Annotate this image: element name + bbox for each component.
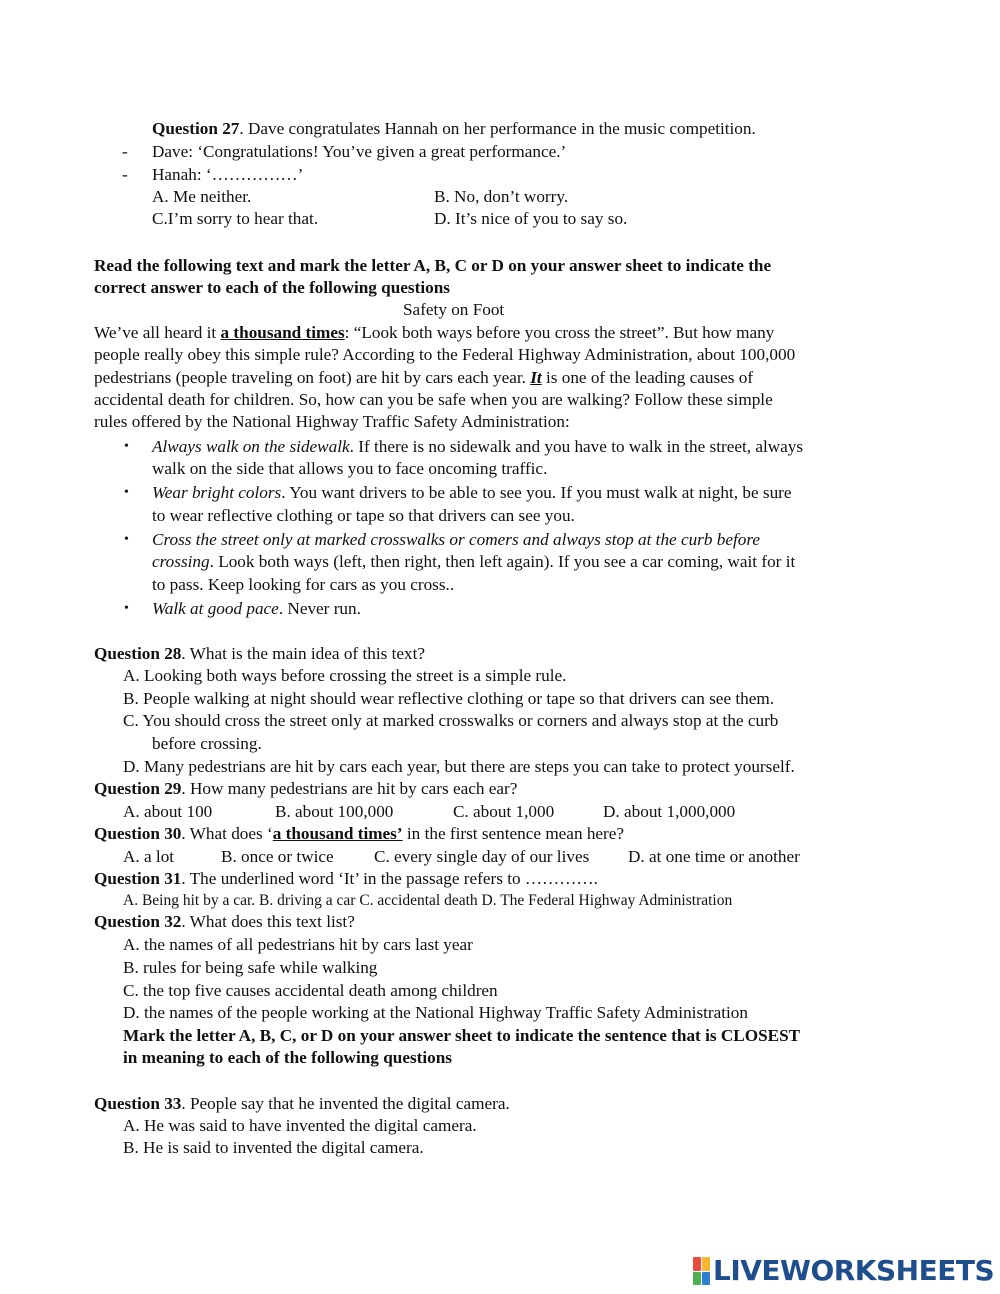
passage-line-1: We’ve all heard it a thousand times: “Look both ways before you cross the street”. But how many	[94, 323, 775, 342]
q28-option-c-continued: before crossing.	[152, 734, 262, 753]
passage-line-2: people really obey this simple rule? According to the Federal Highway Administration, about 100,000	[94, 345, 796, 364]
passage-line-4: accidental death for children. So, how can you be safe when you are walking? Follow these simple	[94, 390, 773, 409]
q28-option-c[interactable]: C. You should cross the street only at marked crosswalks or corners and always stop at the curb	[123, 711, 779, 730]
q32-option-a[interactable]: A. the names of all pedestrians hit by cars last year	[123, 935, 473, 954]
q33-stem: Question 33. People say that he invented the digital camera.	[94, 1094, 510, 1113]
q28-option-b[interactable]: B. People walking at night should wear reflective clothing or tape so that drivers can see them.	[123, 689, 775, 708]
q31-options[interactable]: A. Being hit by a car. B. driving a car C. accidental death D. The Federal Highway Administration	[123, 892, 733, 909]
rule-3-line-2: crossing. Look both ways (left, then right, then left again). If you see a car coming, wait for it	[152, 552, 796, 571]
bullet-icon: •	[124, 439, 129, 454]
liveworksheets-wordmark: LIVEWORKSHEETS	[713, 1254, 995, 1287]
q29-option-c[interactable]: C. about 1,000	[453, 802, 555, 821]
q27-dialogue-dave: Dave: ‘Congratulations! You’ve given a great performance.’	[152, 142, 567, 161]
closest-instruction-line-2: in meaning to each of the following questions	[123, 1048, 452, 1067]
q33-option-a[interactable]: A. He was said to have invented the digital camera.	[123, 1116, 477, 1135]
q30-option-b[interactable]: B. once or twice	[221, 847, 334, 866]
q29-option-b[interactable]: B. about 100,000	[275, 802, 394, 821]
rule-4-line-1: Walk at good pace. Never run.	[152, 599, 361, 618]
rule-3-line-1: Cross the street only at marked crosswalks or comers and always stop at the curb before	[152, 530, 761, 549]
q29-stem: Question 29. How many pedestrians are hit by cars each ear?	[94, 779, 518, 798]
q27-stem: Question 27. Dave congratulates Hannah on her performance in the music competition.	[152, 119, 756, 138]
q27-dialogue-hanah: Hanah: ‘……………’	[152, 165, 304, 184]
underlined-word-it: It	[530, 368, 542, 387]
q32-label: Question 32	[94, 912, 182, 931]
q31-stem: Question 31. The underlined word ‘It’ in the passage refers to ………….	[94, 869, 598, 888]
q28-option-d[interactable]: D. Many pedestrians are hit by cars each year, but there are steps you can take to protect yourself.	[123, 757, 795, 776]
q30-option-d[interactable]: D. at one time or another	[628, 847, 800, 866]
reading-instruction-line-1: Read the following text and mark the letter A, B, C or D on your answer sheet to indicate the	[94, 256, 772, 275]
q30-label: Question 30	[94, 824, 182, 843]
rule-2-line-2: to wear reflective clothing or tape so that drivers can see you.	[152, 506, 575, 525]
bullet-icon: •	[124, 485, 129, 500]
q30-stem: Question 30. What does ‘a thousand times’ in the first sentence mean here?	[94, 824, 625, 843]
q27-option-c[interactable]: C.I’m sorry to hear that.	[152, 209, 319, 228]
q33-label: Question 33	[94, 1094, 182, 1113]
liveworksheets-mark-icon	[693, 1257, 710, 1285]
reading-instruction-line-2: correct answer to each of the following questions	[94, 278, 450, 297]
passage-line-5: rules offered by the National Highway Traffic Safety Administration:	[94, 412, 570, 431]
q28-label: Question 28	[94, 644, 182, 663]
rule-3-line-3: to pass. Keep looking for cars as you cross..	[152, 575, 455, 594]
passage-title: Safety on Foot	[403, 300, 505, 319]
bullet-icon: •	[124, 532, 129, 547]
q27-label: Question 27	[152, 119, 240, 138]
q27-option-d[interactable]: D. It’s nice of you to say so.	[434, 209, 628, 228]
q29-option-a[interactable]: A. about 100	[123, 802, 213, 821]
q29-label: Question 29	[94, 779, 182, 798]
liveworksheets-logo	[693, 1254, 994, 1288]
closest-instruction-line-1: Mark the letter A, B, C, or D on your answer sheet to indicate the sentence that is CLOSEST	[123, 1026, 801, 1045]
passage-line-3: pedestrians (people traveling on foot) are hit by cars each year. It is one of the leading causes of	[94, 368, 754, 387]
q32-option-c[interactable]: C. the top five causes accidental death among children	[123, 981, 498, 1000]
q27-option-a[interactable]: A. Me neither.	[152, 187, 252, 206]
q27-option-b[interactable]: B. No, don’t worry.	[434, 187, 569, 206]
q28-option-a[interactable]: A. Looking both ways before crossing the street is a simple rule.	[123, 666, 567, 685]
q32-option-d[interactable]: D. the names of the people working at the National Highway Traffic Safety Administration	[123, 1003, 748, 1022]
q27-dash-1: -	[122, 142, 128, 161]
q30-option-a[interactable]: A. a lot	[123, 847, 175, 866]
rule-1-line-2: walk on the side that allows you to face oncoming traffic.	[152, 459, 548, 478]
rule-2-line-1: Wear bright colors. You want drivers to be able to see you. If you must walk at night, be sure	[152, 483, 792, 502]
bullet-icon: •	[124, 601, 129, 616]
q33-option-b[interactable]: B. He is said to invented the digital camera.	[123, 1138, 424, 1157]
q27-dash-2: -	[122, 165, 128, 184]
q30-option-c[interactable]: C. every single day of our lives	[374, 847, 590, 866]
q32-stem: Question 32. What does this text list?	[94, 912, 355, 931]
q31-label: Question 31	[94, 869, 182, 888]
q28-stem: Question 28. What is the main idea of this text?	[94, 644, 425, 663]
q29-option-d[interactable]: D. about 1,000,000	[603, 802, 736, 821]
rule-1-line-1: Always walk on the sidewalk. If there is no sidewalk and you have to walk in the street, always	[152, 437, 804, 456]
q32-option-b[interactable]: B. rules for being safe while walking	[123, 958, 378, 977]
underlined-phrase: a thousand times	[220, 323, 345, 342]
